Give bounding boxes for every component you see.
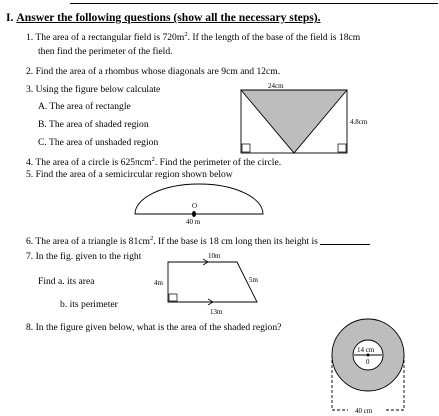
center-label: 0 bbox=[366, 358, 370, 366]
question-4: 4. The area of a circle is 625πcm$^2$. Find the perimeter of the circle. bbox=[26, 156, 282, 168]
figure-side-height-label: 4.8cm bbox=[350, 118, 368, 126]
trapezoid-top-label: 10m bbox=[208, 252, 221, 260]
question-7: 7. In the fig. given to the right bbox=[26, 251, 142, 262]
trapezoid-figure bbox=[150, 250, 270, 320]
question-5: 5. Find the area of a semicircular region shown below bbox=[26, 169, 233, 180]
section-number: I. bbox=[6, 11, 14, 24]
question-1-line-2: then find the perimeter of the field. bbox=[38, 46, 173, 57]
question-7-part-b: b. its perimeter bbox=[60, 299, 118, 310]
trapezoid-slant-label: 5m bbox=[249, 276, 258, 284]
question-3-part-c: C. The area of unshaded region bbox=[38, 137, 159, 148]
top-border bbox=[70, 0, 438, 4]
rectangle-triangle-figure bbox=[236, 80, 396, 156]
question-2: 2. Find the area of a rhombus whose diagonals are 9cm and 12cm. bbox=[26, 66, 281, 77]
center-point-label: O bbox=[192, 202, 198, 210]
trapezoid-left-label: 4m bbox=[154, 279, 163, 287]
diameter-label: 40 m bbox=[186, 218, 201, 226]
question-3: 3. Using the figure below calculate bbox=[26, 84, 161, 95]
question-1-line-1: 1. The area of a rectangular field is $720m^2$. If the length of the base of the field is 18cm bbox=[26, 31, 361, 43]
outer-diameter-label: 40 cm bbox=[355, 407, 373, 415]
trapezoid-outline bbox=[168, 262, 257, 302]
center-dot bbox=[367, 354, 370, 357]
section-heading bbox=[6, 11, 321, 24]
trapezoid-bottom-label: 13m bbox=[210, 308, 223, 316]
center-point bbox=[192, 211, 196, 217]
figure-top-length-label: 24cm bbox=[268, 82, 284, 90]
question-3-part-a: A. The area of rectangle bbox=[38, 101, 131, 112]
section-title: Answer the following questions (show all the necessary steps). bbox=[16, 11, 321, 24]
question-6: 6. The area of a triangle is $81cm^2$. If the base is 18 cm long then its height is bbox=[26, 233, 370, 247]
question-7-part-a: Find a. its area bbox=[38, 276, 95, 287]
semicircle-outline bbox=[135, 184, 263, 214]
question-8: 8. In the figure given below, what is the area of the shaded region? bbox=[26, 322, 282, 333]
semicircle-figure bbox=[132, 182, 272, 226]
inner-diameter-label: 14 cm bbox=[357, 346, 375, 354]
question-3-part-b: B. The area of shaded region bbox=[38, 119, 149, 130]
annulus-figure bbox=[326, 317, 414, 415]
answer-blank bbox=[320, 236, 370, 245]
